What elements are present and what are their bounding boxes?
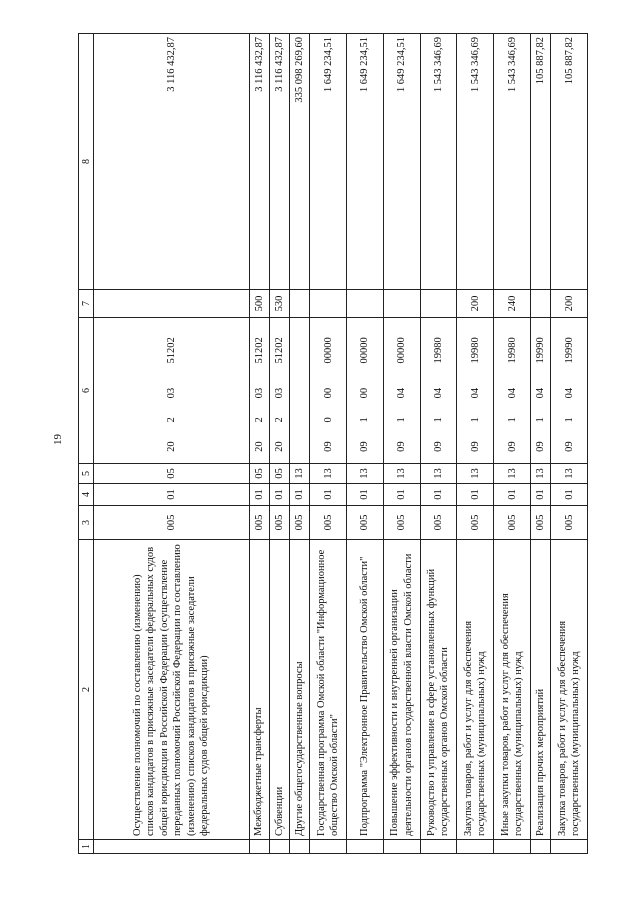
- subsection-cell: 13: [531, 464, 551, 484]
- csr-part: 04: [396, 387, 408, 399]
- expense-type-cell: [346, 290, 383, 318]
- amount-cell: 1 649 234,51: [310, 34, 347, 290]
- subsection-cell: 13: [310, 464, 347, 484]
- code-cell: 005: [310, 506, 347, 540]
- section-cell: 01: [310, 484, 347, 506]
- amount-cell: 1 649 234,51: [383, 34, 420, 290]
- table-row: [269, 34, 289, 854]
- csr-part: 20: [253, 441, 265, 452]
- csr-part: 51202: [165, 337, 177, 364]
- subsection-cell: 13: [289, 464, 309, 484]
- amount-cell: 105 887,82: [531, 34, 551, 290]
- csr-part: 1: [563, 417, 575, 423]
- row-index-cell: [494, 840, 531, 854]
- code-cell: 005: [531, 506, 551, 540]
- csr-part: 2: [253, 417, 265, 423]
- target-article-cell: [346, 318, 383, 464]
- row-index-cell: [269, 840, 289, 854]
- subsection-cell: 13: [551, 464, 588, 484]
- table-row: [346, 34, 383, 854]
- header-col-1: 1: [79, 840, 94, 854]
- item-name: Государственная программа Омской области "Информационное общество Омской области": [310, 540, 347, 840]
- row-index-cell: [346, 840, 383, 854]
- item-name: Закупка товаров, работ и услуг для обеспечения государственных (муниципальных) нужд: [551, 540, 588, 840]
- csr-part: 51202: [253, 337, 265, 364]
- csr-part: 09: [506, 441, 518, 452]
- csr-part: 1: [396, 417, 408, 423]
- expense-type-cell: 530: [269, 290, 289, 318]
- item-name: Субвенции: [269, 540, 289, 840]
- code-cell: 005: [94, 506, 250, 540]
- csr-part: 04: [506, 387, 518, 399]
- csr-part: 2: [165, 417, 177, 423]
- header-col-6: 6: [79, 318, 94, 464]
- csr-part: 20: [273, 441, 285, 452]
- code-cell: 005: [494, 506, 531, 540]
- csr-part: 19980: [469, 337, 481, 364]
- code-cell: 005: [383, 506, 420, 540]
- amount-cell: 1 543 346,69: [420, 34, 457, 290]
- header-col-7: 7: [79, 290, 94, 318]
- amount-cell: 1 543 346,69: [457, 34, 494, 290]
- section-cell: 01: [249, 484, 269, 506]
- csr-part: 00000: [359, 337, 371, 364]
- code-cell: 005: [551, 506, 588, 540]
- amount-cell: 3 116 432,87: [94, 34, 250, 290]
- amount-cell: 3 116 432,87: [269, 34, 289, 290]
- code-cell: 005: [457, 506, 494, 540]
- csr-part: 1: [506, 417, 518, 423]
- row-index-cell: [457, 840, 494, 854]
- item-name: Закупка товаров, работ и услуг для обеспечения государственных (муниципальных) нужд: [457, 540, 494, 840]
- target-article-cell: [494, 318, 531, 464]
- csr-part: 00000: [322, 337, 334, 364]
- amount-cell: 1 543 346,69: [494, 34, 531, 290]
- target-article-cell: [457, 318, 494, 464]
- header-col-8: 8: [79, 34, 94, 290]
- subsection-cell: 13: [346, 464, 383, 484]
- page-number: 19: [52, 434, 64, 445]
- subsection-cell: 05: [94, 464, 250, 484]
- expense-type-cell: 200: [457, 290, 494, 318]
- csr-part: 1: [535, 417, 547, 423]
- row-index-cell: [420, 840, 457, 854]
- header-col-2: 2: [79, 540, 94, 840]
- subsection-cell: 13: [383, 464, 420, 484]
- subsection-cell: 13: [420, 464, 457, 484]
- expense-type-cell: 240: [494, 290, 531, 318]
- csr-part: 00: [322, 387, 334, 399]
- subsection-cell: 05: [269, 464, 289, 484]
- target-article-cell: [420, 318, 457, 464]
- amount-cell: 1 649 234,51: [346, 34, 383, 290]
- item-name: Межбюджетные трансферты: [249, 540, 269, 840]
- section-cell: 01: [289, 484, 309, 506]
- csr-part: 09: [396, 441, 408, 452]
- table-row: [531, 34, 551, 854]
- table-row: [420, 34, 457, 854]
- header-col-3: 3: [79, 506, 94, 540]
- table-container: [78, 34, 640, 849]
- section-cell: 01: [551, 484, 588, 506]
- section-cell: 01: [269, 484, 289, 506]
- row-index-cell: [531, 840, 551, 854]
- target-article-cell: [531, 318, 551, 464]
- table-row: [551, 34, 588, 854]
- item-name: Подпрограмма "Электронное Правительство Омской области": [346, 540, 383, 840]
- csr-part: 20: [165, 441, 177, 452]
- csr-part: 03: [273, 387, 285, 399]
- item-name: Осуществление полномочий по составлению (изменению) списков кандидатов в присяжные заседатели федеральных судов общей юрисдикции в Российской Федерации (осуществление переданных полномочий Российской Федерации по составлению (изменению) списков кандидатов в присяжные заседатели федеральных судов общей юрисдикции): [94, 540, 250, 840]
- section-cell: 01: [383, 484, 420, 506]
- section-cell: 01: [420, 484, 457, 506]
- expense-type-cell: [383, 290, 420, 318]
- item-name: Другие общегосударственные вопросы: [289, 540, 309, 840]
- csr-part: 0: [322, 417, 334, 423]
- code-cell: 005: [269, 506, 289, 540]
- row-index-cell: [94, 840, 250, 854]
- section-cell: 01: [531, 484, 551, 506]
- expense-type-cell: 500: [249, 290, 269, 318]
- csr-part: 09: [322, 441, 334, 452]
- header-row: [79, 34, 94, 854]
- csr-part: 03: [253, 387, 265, 399]
- table-row: [94, 34, 250, 854]
- table-row: [249, 34, 269, 854]
- csr-part: 04: [469, 387, 481, 399]
- amount-cell: 335 098 269,60: [289, 34, 309, 290]
- table-row: [310, 34, 347, 854]
- row-index-cell: [289, 840, 309, 854]
- csr-part: 09: [535, 441, 547, 452]
- item-name: Повышение эффективности и внутренней организации деятельности органов государственной власти Омской области: [383, 540, 420, 840]
- table-row: [457, 34, 494, 854]
- target-article-cell: [551, 318, 588, 464]
- table-row: [494, 34, 531, 854]
- item-name: Руководство и управление в сфере установленных функций государственных органов Омской области: [420, 540, 457, 840]
- table-row: [383, 34, 420, 854]
- csr-part: 2: [273, 417, 285, 423]
- csr-part: 00: [359, 387, 371, 399]
- csr-part: 19990: [535, 337, 547, 364]
- csr-part: 04: [563, 387, 575, 399]
- csr-part: 19990: [563, 337, 575, 364]
- section-cell: 01: [494, 484, 531, 506]
- subsection-cell: 13: [457, 464, 494, 484]
- section-cell: 01: [346, 484, 383, 506]
- item-name: Реализация прочих мероприятий: [531, 540, 551, 840]
- code-cell: 005: [249, 506, 269, 540]
- amount-cell: 3 116 432,87: [249, 34, 269, 290]
- csr-part: 03: [165, 387, 177, 399]
- csr-part: 1: [432, 417, 444, 423]
- csr-part: 19980: [506, 337, 518, 364]
- expense-type-cell: [420, 290, 457, 318]
- csr-part: 09: [563, 441, 575, 452]
- csr-part: 04: [432, 387, 444, 399]
- row-index-cell: [310, 840, 347, 854]
- row-index-cell: [383, 840, 420, 854]
- target-article-cell: [249, 318, 269, 464]
- section-cell: 01: [94, 484, 250, 506]
- target-article-cell: [310, 318, 347, 464]
- row-index-cell: [551, 840, 588, 854]
- csr-part: 09: [432, 441, 444, 452]
- csr-part: 1: [359, 417, 371, 423]
- header-col-4: 4: [79, 484, 94, 506]
- header-col-5: 5: [79, 464, 94, 484]
- expense-type-cell: [289, 290, 309, 318]
- expense-type-cell: [310, 290, 347, 318]
- code-cell: 005: [289, 506, 309, 540]
- subsection-cell: 13: [494, 464, 531, 484]
- code-cell: 005: [420, 506, 457, 540]
- target-article-cell: [383, 318, 420, 464]
- csr-part: 09: [469, 441, 481, 452]
- item-name: Иные закупки товаров, работ и услуг для обеспечения государственных (муниципальных) нужд: [494, 540, 531, 840]
- target-article-cell: [269, 318, 289, 464]
- code-cell: 005: [346, 506, 383, 540]
- section-cell: 01: [457, 484, 494, 506]
- target-article-cell: [289, 318, 309, 464]
- expense-type-cell: [531, 290, 551, 318]
- csr-part: 04: [535, 387, 547, 399]
- target-article-cell: [94, 318, 250, 464]
- csr-part: 09: [359, 441, 371, 452]
- subsection-cell: 05: [249, 464, 269, 484]
- table-row: [289, 34, 309, 854]
- budget-table: [78, 33, 588, 854]
- csr-part: 00000: [396, 337, 408, 364]
- row-index-cell: [249, 840, 269, 854]
- csr-part: 19980: [432, 337, 444, 364]
- expense-type-cell: [94, 290, 250, 318]
- csr-part: 1: [469, 417, 481, 423]
- csr-part: 51202: [273, 337, 285, 364]
- expense-type-cell: 200: [551, 290, 588, 318]
- amount-cell: 105 887,82: [551, 34, 588, 290]
